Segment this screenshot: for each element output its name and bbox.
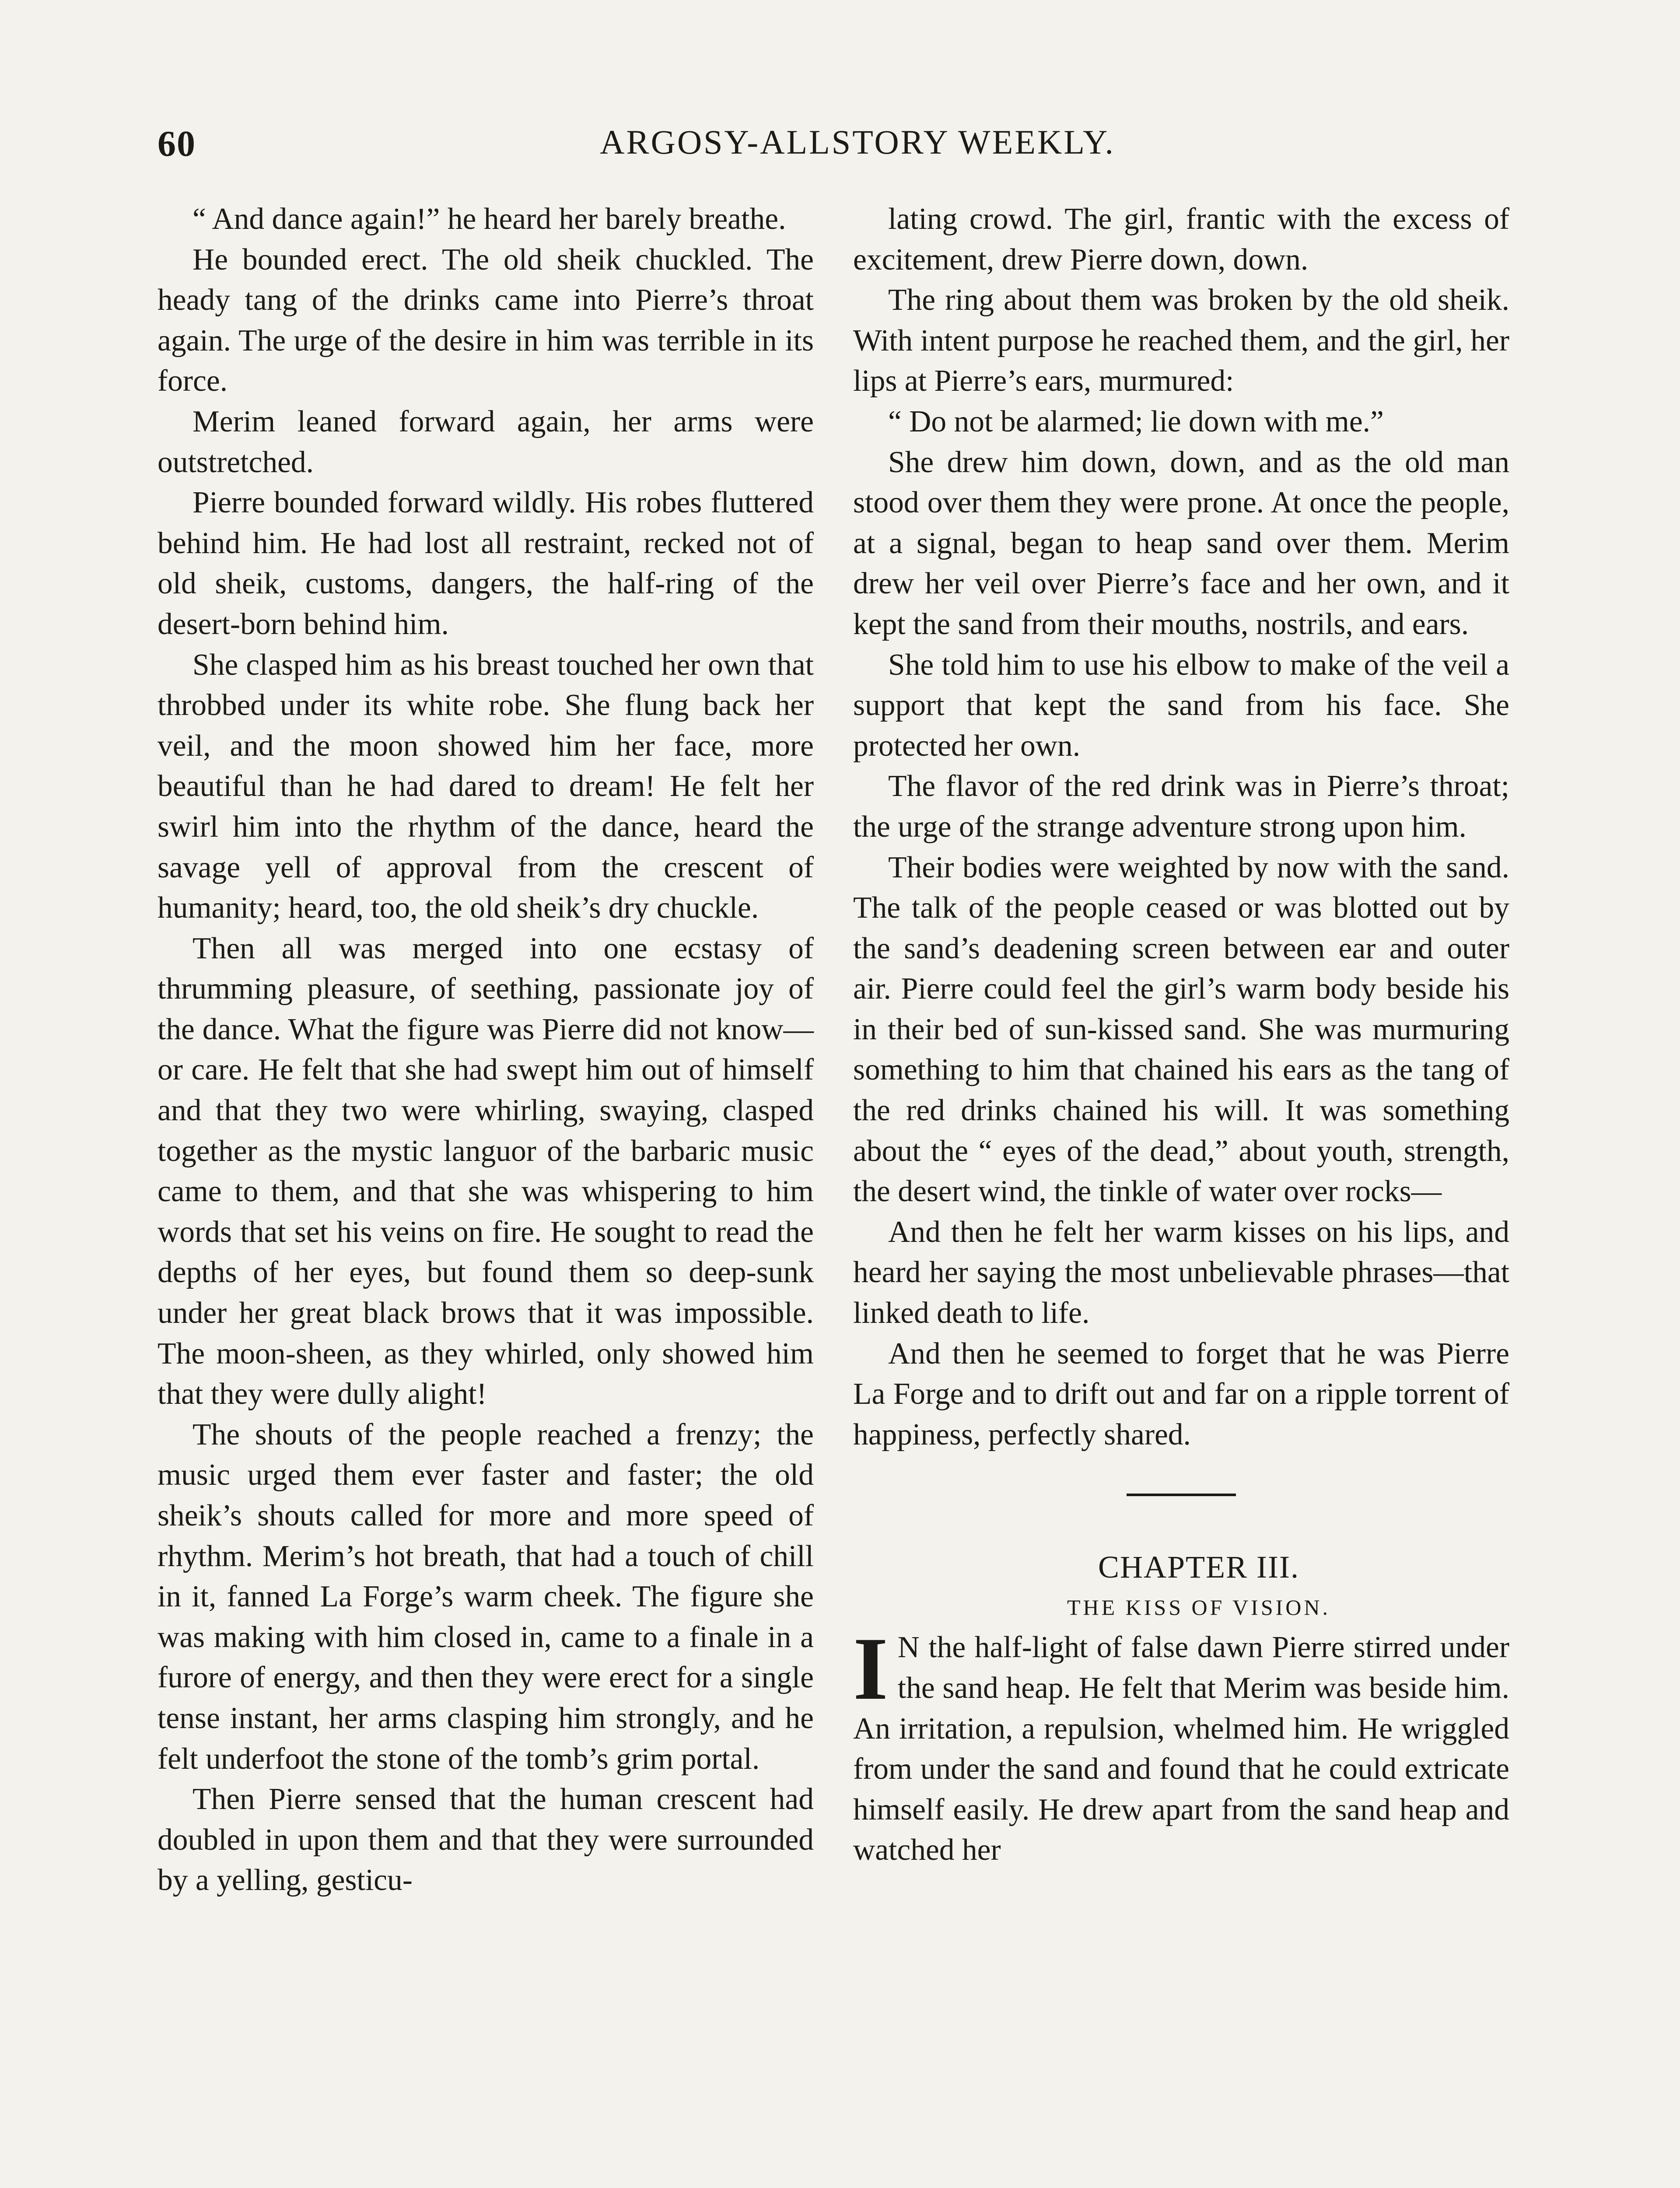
paragraph: “ Do not be alarmed; lie down with me.” bbox=[888, 404, 1384, 438]
paragraph: The flavor of the red drink was in Pierre’s throat; the urge of the strange adventure strong upon him. bbox=[853, 769, 1509, 844]
opening-text: N the half-light of false dawn Pierre stirred under the sand heap. He felt that Merim was beside him. An irritation, a repulsion, whelmed him. He wriggled from under the sand and found that he could extricate himself easily. He drew apart from the sand heap and watched her bbox=[853, 1630, 1509, 1867]
paragraph: Merim leaned forward again, her arms were outstretched. bbox=[158, 404, 814, 479]
paragraph: “ And dance again!” he heard her barely breathe. bbox=[192, 202, 786, 236]
running-head: ARGOSY-ALLSTORY WEEKLY. bbox=[600, 123, 1115, 161]
paragraph: Their bodies were weighted by now with the sand. The talk of the people ceased or was blotted out by the sand’s deadening screen between ear and outer air. Pierre could feel the girl’s warm body beside his in their bed of sun-kissed sand. She was murmuring something to him that chained his ears as the tang of the red drinks chained his will. It was something about the “ eyes of the dead,” about youth, strength, the desert wind, the tinkle of water over rocks— bbox=[853, 850, 1509, 1209]
chapter-subtitle: THE KISS OF VISION. bbox=[1067, 1595, 1330, 1620]
paragraph: She clasped him as his breast touched her own that throbbed under its white robe. She flung back her veil, and the moon showed him her face, more beautiful than he had dared to dream! He felt her swirl him into the rhythm of the dance, heard the savage yell of approval from the crescent of humanity; heard, too, the old sheik’s dry chuckle. bbox=[158, 648, 814, 925]
paragraph: He bounded erect. The old sheik chuckled. The heady tang of the drinks came into Pierre’s throat again. The urge of the desire in him was terrible in its force. bbox=[158, 242, 814, 398]
paragraph: She told him to use his elbow to make of the veil a support that kept the sand from his face. She protected her own. bbox=[853, 648, 1509, 763]
paragraph: She drew him down, down, and as the old man stood over them they were prone. At once the people, at a signal, began to heap sand over them. Merim drew her veil over Pierre’s face and her own, and it kept the sand from their mouths, nostrils, and ears. bbox=[853, 445, 1509, 641]
right-column bbox=[853, 199, 1509, 1871]
page-header bbox=[158, 123, 1558, 171]
section-divider bbox=[1127, 1494, 1236, 1496]
chapter-title: CHAPTER III. bbox=[1098, 1550, 1299, 1585]
paragraph: And then he seemed to forget that he was Pierre La Forge and to drift out and far on a ripple torrent of happiness, perfectly shared. bbox=[853, 1336, 1509, 1452]
paragraph: Pierre bounded forward wildly. His robes fluttered behind him. He had lost all restraint, recked not of old sheik, customs, dangers, the half-ring of the desert-born behind him. bbox=[158, 486, 814, 641]
left-column bbox=[158, 199, 814, 1901]
paragraph: Then all was merged into one ecstasy of thrumming pleasure, of seething, passionate joy of the dance. What the figure was Pierre did not know—or care. He felt that she had swept him out of himself and that they two were whirling, swaying, clasped together as the mystic languor of the barbaric music came to them, and that she was whispering to him words that set his veins on fire. He sought to read the depths of her eyes, but found them so deep-sunk under her great black brows that it was impossible. The moon-sheen, as they whirled, only showed him that they were dully alight! bbox=[158, 931, 814, 1411]
chapter-opening-paragraph bbox=[853, 1619, 1509, 1871]
page-number: 60 bbox=[158, 123, 196, 164]
paragraph: The ring about them was broken by the old sheik. With intent purpose he reached them, and the girl, her lips at Pierre’s ears, murmured: bbox=[853, 283, 1509, 398]
drop-cap: I bbox=[853, 1619, 888, 1719]
paragraph: And then he felt her warm kisses on his lips, and heard her saying the most unbelievable phrases—that linked death to life. bbox=[853, 1215, 1509, 1330]
paragraph: The shouts of the people reached a frenzy; the music urged them ever faster and faster; the old sheik’s shouts called for more and more speed of rhythm. Merim’s hot breath, that had a touch of chill in it, fanned La Forge’s warm cheek. The figure she was making with him closed in, came to a finale in a furore of energy, and then they were erect for a single tense instant, her arms clasping him strongly, and he felt underfoot the stone of the tomb’s grim portal. bbox=[158, 1417, 814, 1776]
paragraph: lating crowd. The girl, frantic with the excess of excitement, drew Pierre down, down. bbox=[853, 202, 1509, 277]
paragraph: Then Pierre sensed that the human crescent had doubled in upon them and that they were surrounded by a yelling, gesticu- bbox=[158, 1782, 814, 1897]
